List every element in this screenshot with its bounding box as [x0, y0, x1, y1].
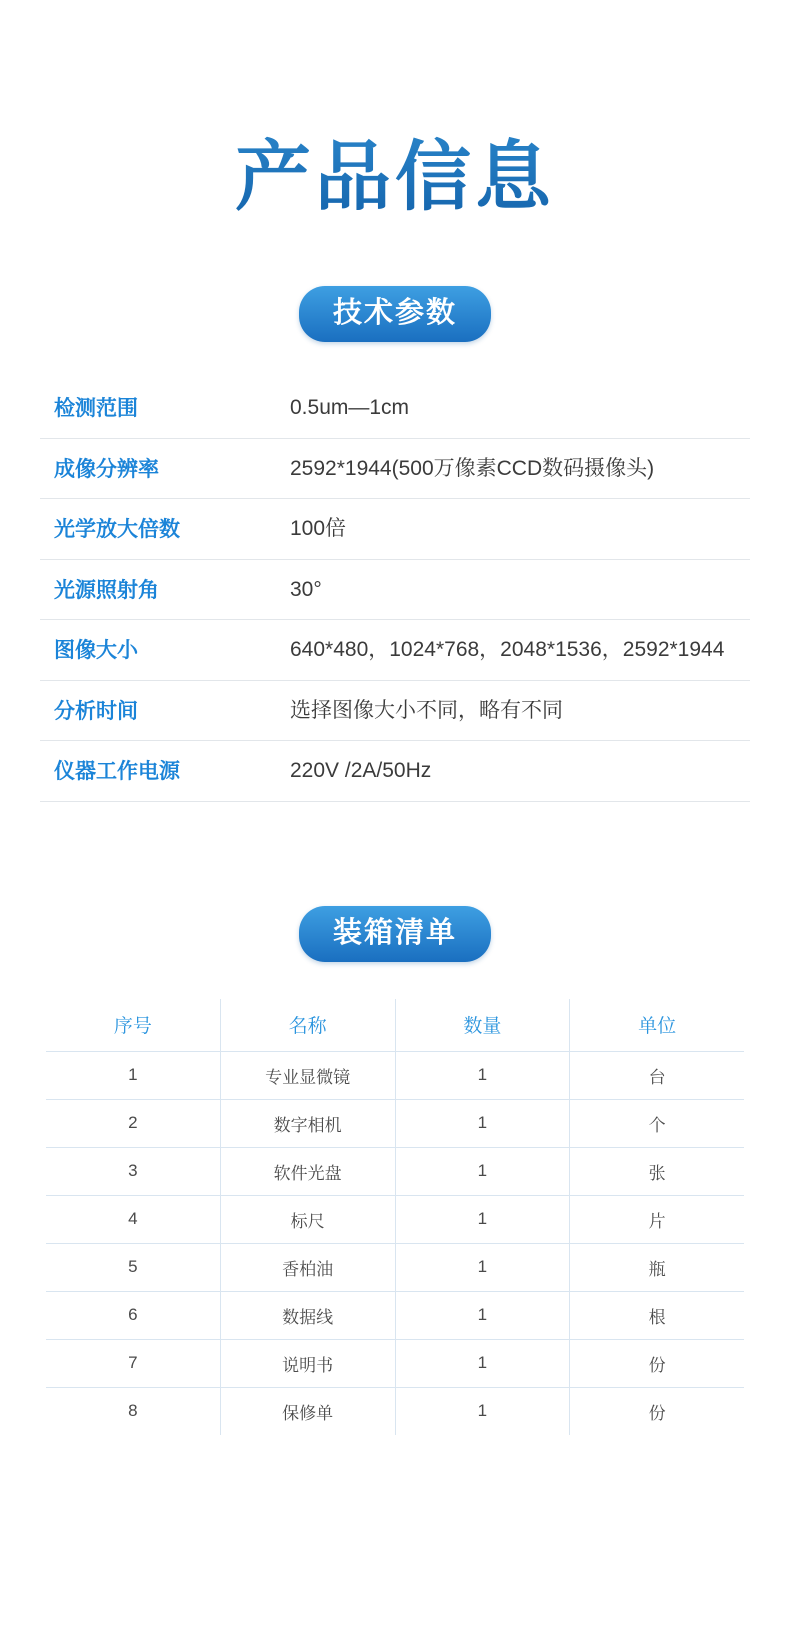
table-row	[46, 1051, 745, 1099]
table-row	[40, 620, 750, 681]
cell-index: 5	[46, 1243, 221, 1291]
page-title: 产品信息	[0, 51, 790, 220]
table-row	[40, 499, 750, 560]
spec-label: 光学放大倍数	[54, 518, 180, 542]
spec-value: 2592*1944(500万像素CCD数码摄像头)	[290, 456, 655, 480]
cell-unit: 瓶	[570, 1243, 745, 1291]
spec-value: 0.5um—1cm	[290, 396, 410, 420]
cell-quantity: 1	[395, 1243, 570, 1291]
cell-quantity: 1	[395, 1051, 570, 1099]
cell-name: 数据线	[220, 1291, 395, 1339]
cell-unit: 份	[570, 1387, 745, 1435]
table-row	[40, 680, 750, 741]
spec-value: 选择图像大小不同，略有不同	[290, 698, 563, 722]
spec-label: 图像大小	[54, 639, 138, 663]
cell-name: 数字相机	[220, 1099, 395, 1147]
cell-name: 说明书	[220, 1339, 395, 1387]
spec-label: 成像分辨率	[54, 457, 159, 481]
cell-name: 专业显微镜	[220, 1051, 395, 1099]
cell-index: 6	[46, 1291, 221, 1339]
spec-value: 640*480，1024*768，2048*1536，2592*1944	[290, 638, 725, 662]
packing-section-header	[0, 906, 790, 962]
spec-label: 光源照射角	[54, 578, 159, 602]
cell-name: 香柏油	[220, 1243, 395, 1291]
cell-unit: 根	[570, 1291, 745, 1339]
cell-index: 8	[46, 1387, 221, 1435]
table-row	[40, 378, 750, 438]
cell-unit: 份	[570, 1339, 745, 1387]
spec-section-pill: 技术参数	[299, 286, 491, 342]
table-row	[40, 559, 750, 620]
cell-unit: 张	[570, 1147, 745, 1195]
cell-quantity: 1	[395, 1387, 570, 1435]
table-header-row	[46, 998, 745, 1051]
table-row	[46, 1387, 745, 1435]
spec-value: 30°	[290, 577, 322, 601]
column-header-unit: 单位	[570, 998, 745, 1051]
cell-index: 4	[46, 1195, 221, 1243]
cell-index: 7	[46, 1339, 221, 1387]
spec-label: 检测范围	[54, 397, 138, 421]
cell-quantity: 1	[395, 1339, 570, 1387]
table-row	[46, 1339, 745, 1387]
packing-table-head	[46, 998, 745, 1051]
cell-index: 1	[46, 1051, 221, 1099]
packing-section-pill: 装箱清单	[299, 906, 491, 962]
spec-table-body	[40, 378, 750, 801]
spec-value: 220V /2A/50Hz	[290, 759, 432, 783]
cell-name: 标尺	[220, 1195, 395, 1243]
cell-quantity: 1	[395, 1195, 570, 1243]
cell-index: 2	[46, 1099, 221, 1147]
column-header-quantity: 数量	[395, 998, 570, 1051]
cell-unit: 个	[570, 1099, 745, 1147]
spec-section-header	[0, 286, 790, 342]
cell-unit: 片	[570, 1195, 745, 1243]
cell-unit: 台	[570, 1051, 745, 1099]
spec-label: 仪器工作电源	[54, 760, 180, 784]
product-info-page	[0, 51, 790, 1641]
table-row	[46, 1243, 745, 1291]
packing-table-body	[46, 1051, 745, 1435]
column-header-name: 名称	[220, 998, 395, 1051]
table-row	[40, 438, 750, 499]
table-row	[46, 1291, 745, 1339]
column-header-index: 序号	[46, 998, 221, 1051]
spec-table	[40, 378, 750, 802]
table-row	[40, 741, 750, 802]
packing-list-table	[45, 998, 745, 1436]
cell-index: 3	[46, 1147, 221, 1195]
spec-label: 分析时间	[54, 699, 138, 723]
table-row	[46, 1099, 745, 1147]
spec-value: 100倍	[290, 517, 347, 541]
cell-quantity: 1	[395, 1099, 570, 1147]
cell-quantity: 1	[395, 1291, 570, 1339]
cell-quantity: 1	[395, 1147, 570, 1195]
cell-name: 软件光盘	[220, 1147, 395, 1195]
table-row	[46, 1195, 745, 1243]
table-row	[46, 1147, 745, 1195]
cell-name: 保修单	[220, 1387, 395, 1435]
